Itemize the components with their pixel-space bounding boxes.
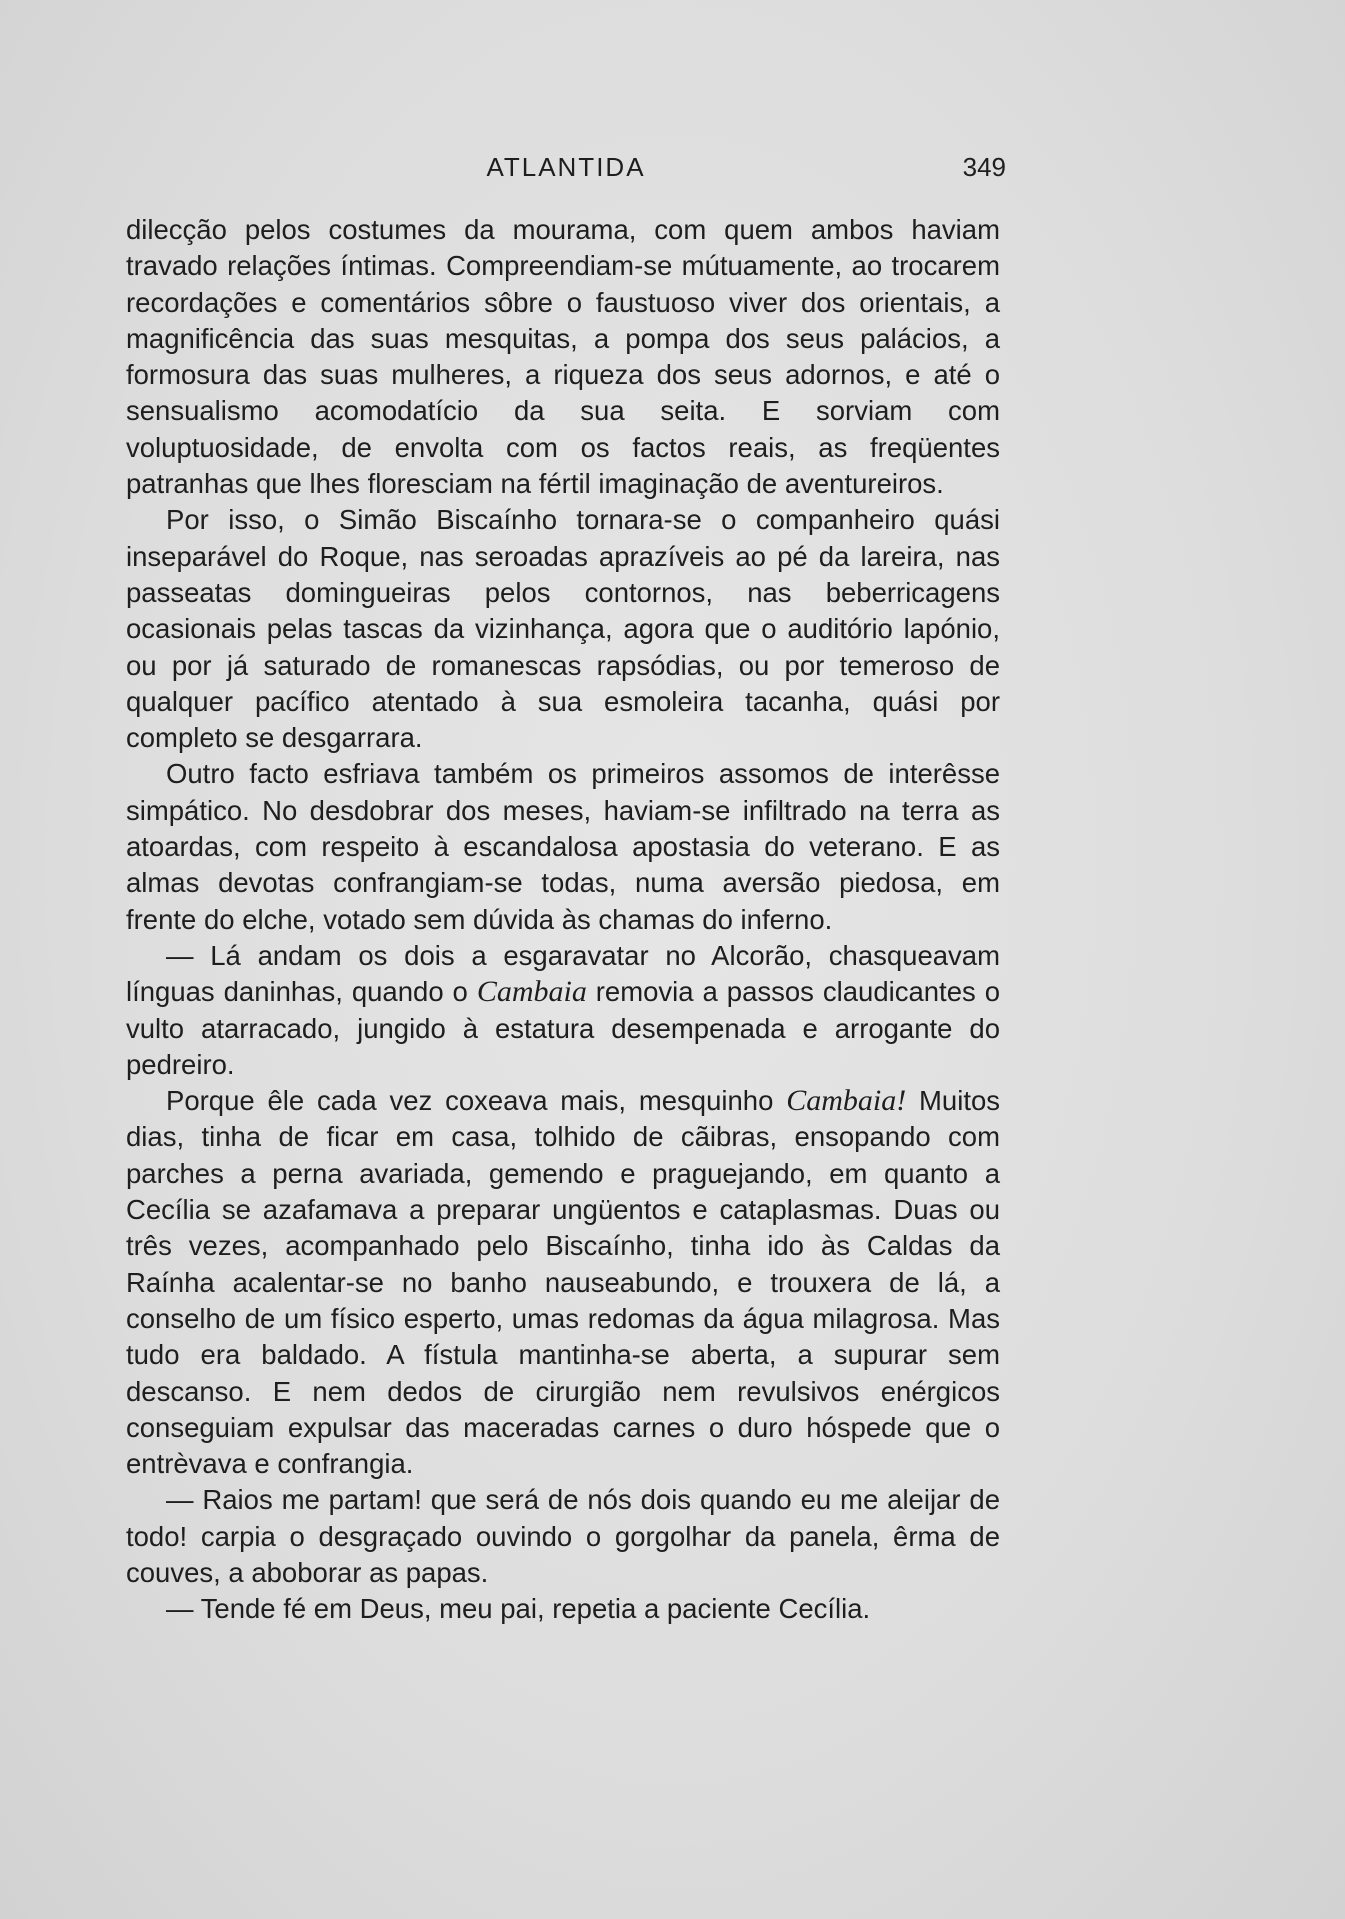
paragraph [126,938,1000,1083]
italic-name: Cambaia! [786,1084,907,1118]
paragraph-text: removia a passos claudicantes o vulto atarracado, jungido à estatura desempenada e arrogante do pedreiro. [126,976,1000,1080]
paragraph-text: Muitos dias, tinha de ficar em casa, tolhido de cãibras, ensopando com parches a perna avariada, gemendo e praguejando, em quanto a Cecília se azafamava a preparar ungüentos e cataplasmas. Duas ou três vezes, acompanhado pelo Biscaínho, tinha ido às Caldas da Raínha acalentar-se no banho nauseabundo, e trouxera de lá, a conselho de um físico esperto, umas redomas da água milagrosa. Mas tudo era baldado. A fístula mantinha-se aberta, a supurar sem descanso. E nem dedos de cirurgião nem revulsivos enérgicos conseguiam expulsar das maceradas carnes o duro hóspede que o entrèvava e confrangia. [126,1085,1000,1480]
paragraph: — Tende fé em Deus, meu pai, repetia a paciente Cecília. [166,1593,871,1625]
italic-name: Cambaia [476,975,587,1009]
running-title: ATLANTIDA [486,152,646,182]
page-number: 349 [962,152,1006,182]
paragraph-text: Porque êle cada vez coxeava mais, mesquinho [166,1085,787,1117]
paragraph: Outro facto esfriava também os primeiros assomos de interêsse simpático. No desdobrar dos meses, haviam-se infiltrado na terra as atoardas, com respeito à escandalosa apostasia do veterano. E as almas devotas confrangiam-se todas, numa aversão piedosa, em frente do elche, votado sem dúvida às chamas do inferno. [126,758,1000,935]
paragraph-text: — Lá andam os dois a esgaravatar no Alcorão, chasqueavam línguas daninhas, quando o [126,939,1000,1008]
page-header [126,152,1006,188]
paragraph: Por isso, o Simão Biscaínho tornara-se o companheiro quási inseparável do Roque, nas seroadas aprazíveis ao pé da lareira, nas passeatas domingueiras pelos contornos, nas beberricagens ocasionais pelas tascas da vizinhança, agora que o auditório lapónio, ou por já saturado de romanescas rapsódias, ou por temeroso de qualquer pacífico atentado à sua esmoleira tacanha, quási por completo se desgarrara. [126,504,1000,754]
body-text [126,212,1000,1628]
paragraph [126,1083,1000,1482]
paragraph: dilecção pelos costumes da mourama, com quem ambos haviam travado relações íntimas. Compreendiam-se mútuamente, ao trocarem recordações e comentários sôbre o faustuoso viver dos orientais, a magnificência das suas mesquitas, a pompa dos seus palácios, a formosura das suas mulheres, a riqueza dos seus adornos, e até o sensualismo acomodatício da sua seita. E sorviam com voluptuosidade, de envolta com os factos reais, as freqüentes patranhas que lhes floresciam na fértil imaginação de aventureiros. [126,214,1000,500]
paragraph: — Raios me partam! que será de nós dois quando eu me aleijar de todo! carpia o desgraçado ouvindo o gorgolhar da panela, êrma de couves, a aboborar as papas. [126,1484,1000,1588]
